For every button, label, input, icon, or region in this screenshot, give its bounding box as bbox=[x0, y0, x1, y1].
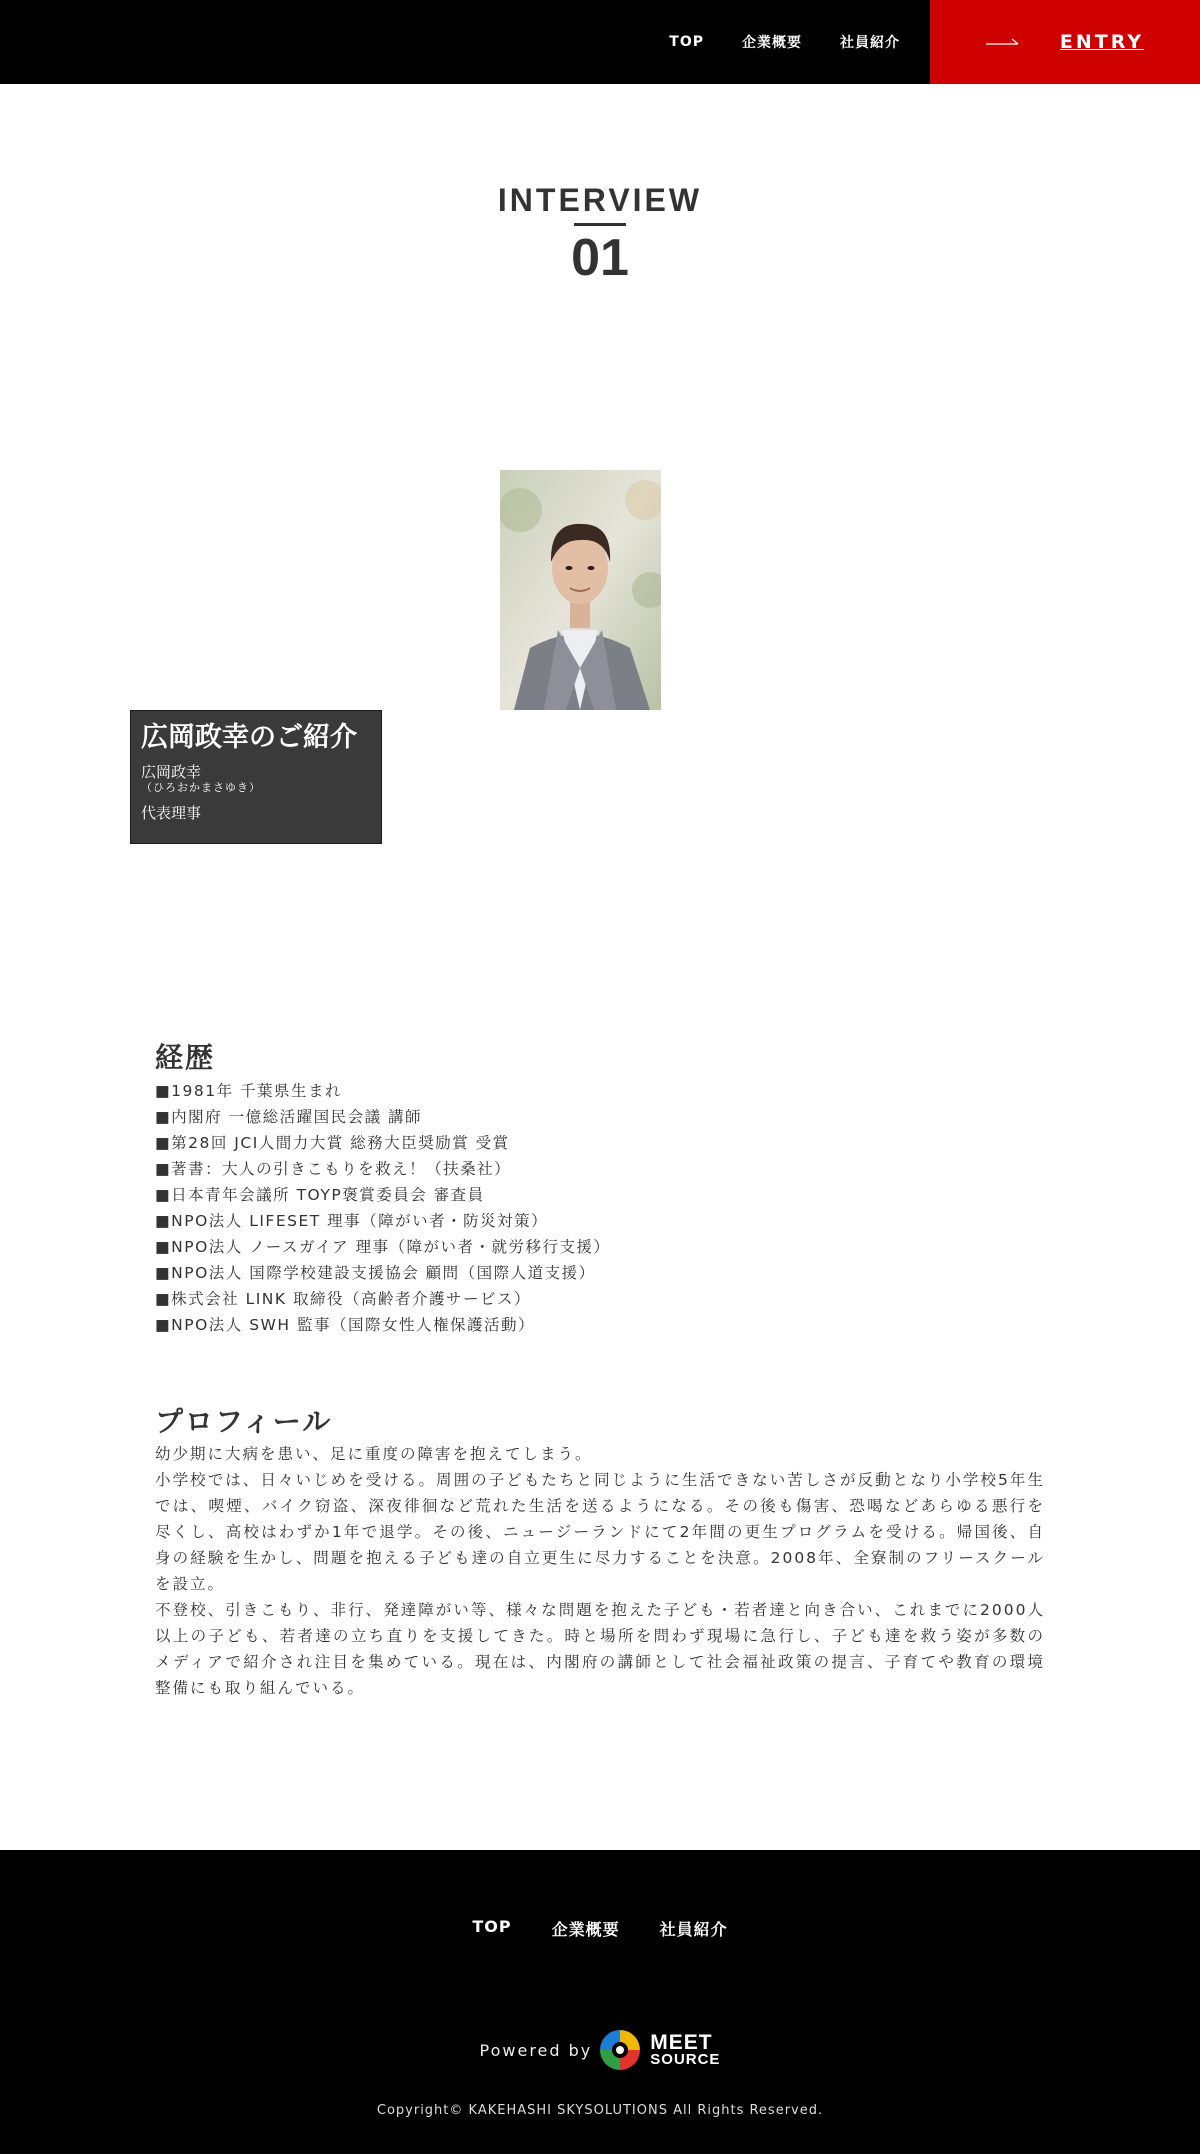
arrow-right-icon bbox=[986, 37, 1020, 47]
profile-heading: プロフィール bbox=[155, 1405, 333, 1439]
nav-link-staff[interactable]: 社員紹介 bbox=[840, 35, 900, 51]
logo-word-source: SOURCE bbox=[650, 2050, 721, 2068]
copyright: Copyright© KAKEHASHI SKYSOLUTIONS All Rights Reserved. bbox=[376, 2103, 824, 2118]
intro-card bbox=[130, 710, 382, 844]
profile-body bbox=[155, 1441, 1045, 1701]
entry-button[interactable] bbox=[930, 0, 1200, 84]
career-item: ■著書：大人の引きこもりを救え！（扶桑社） bbox=[155, 1160, 512, 1179]
career-item: ■1981年 千葉県生まれ bbox=[155, 1082, 343, 1101]
interview-label: INTERVIEW bbox=[497, 182, 703, 218]
career-item: ■NPO法人 SWH 監事（国際女性人権保護活動） bbox=[155, 1316, 535, 1335]
profile-paragraph: 不登校、引きこもり、非行、発達障がい等、様々な問題を抱えた子ども・若者達と向き合い、これまでに2000人以上の子ども、若者達の立ち直りを支援してきた。時と場所を問わず現場に急行し、子ども達を救う姿が多数のメディアで紹介され注目を集めている。現在は、内閣府の講師として社会福祉政策の提言、子育てや教育の環境整備にも取り組んでいる。 bbox=[155, 1600, 1045, 1697]
career-item: ■NPO法人 LIFESET 理事（障がい者・防災対策） bbox=[155, 1212, 549, 1231]
profile-section bbox=[155, 1404, 1045, 1700]
nav-link-company[interactable]: 企業概要 bbox=[742, 35, 802, 51]
entry-label: ENTRY bbox=[1059, 31, 1145, 53]
person-role: 代表理事 bbox=[141, 804, 202, 823]
header-nav bbox=[669, 0, 900, 84]
person-name-kana: （ひろおかまさゆき） bbox=[141, 780, 261, 794]
interview-number: 01 bbox=[571, 229, 629, 287]
person-name: 広岡政幸 bbox=[141, 763, 202, 782]
career-list bbox=[155, 1078, 1045, 1338]
footer-nav bbox=[0, 1917, 1200, 1940]
career-item: ■株式会社 LINK 取締役（高齢者介護サービス） bbox=[155, 1290, 531, 1309]
logo-word-meet: MEET bbox=[650, 2030, 713, 2054]
profile-paragraph: 幼少期に大病を患い、足に重度の障害を抱えてしまう。 bbox=[155, 1444, 593, 1463]
title-divider bbox=[574, 223, 626, 226]
powered-by-label: Powered by bbox=[479, 2040, 593, 2060]
nav-link-top[interactable]: TOP bbox=[669, 34, 704, 50]
career-section bbox=[155, 1040, 1045, 1338]
footer-link-company[interactable]: 企業概要 bbox=[551, 1920, 620, 1939]
career-item: ■日本青年会議所 TOYP褒賞委員会 審査員 bbox=[155, 1186, 485, 1205]
site-header bbox=[0, 0, 1200, 84]
meet-source-logo[interactable] bbox=[598, 2028, 720, 2072]
intro-title: 広岡政幸のご紹介 bbox=[141, 722, 357, 753]
footer-link-top[interactable]: TOP bbox=[472, 1917, 512, 1936]
profile-paragraph: 小学校では、日々いじめを受ける。周囲の子どもたちと同じように生活できない苦しさが反動となり小学校5年生では、喫煙、バイク窃盗、深夜徘徊など荒れた生活を送るようになる。その後も傷害、恐喝などあらゆる悪行を尽くし、高校はわずか1年で退学。その後、ニュージーランドにて2年間の更生プログラムを受ける。帰国後、自身の経験を生かし、問題を抱える子ども達の自立更生に尽力することを決意。2008年、全寮制のフリースクールを設立。 bbox=[155, 1470, 1045, 1593]
profile-photo bbox=[500, 470, 661, 710]
powered-by bbox=[0, 2028, 1200, 2072]
site-footer bbox=[0, 1850, 1200, 2154]
career-heading: 経歴 bbox=[155, 1041, 216, 1074]
meet-source-wordmark bbox=[650, 2030, 721, 2068]
career-item: ■第28回 JCI人間力大賞 総務大臣奨励賞 受賞 bbox=[155, 1134, 510, 1153]
main-content bbox=[155, 1040, 1045, 1701]
footer-link-staff[interactable]: 社員紹介 bbox=[659, 1920, 728, 1939]
career-item: ■NPO法人 ノースガイア 理事（障がい者・就労移行支援） bbox=[155, 1238, 611, 1257]
career-item: ■内閣府 一億総活躍国民会議 講師 bbox=[155, 1108, 422, 1127]
career-item: ■NPO法人 国際学校建設支援協会 顧問（国際人道支援） bbox=[155, 1264, 596, 1283]
meet-source-mark-icon bbox=[598, 2028, 642, 2072]
